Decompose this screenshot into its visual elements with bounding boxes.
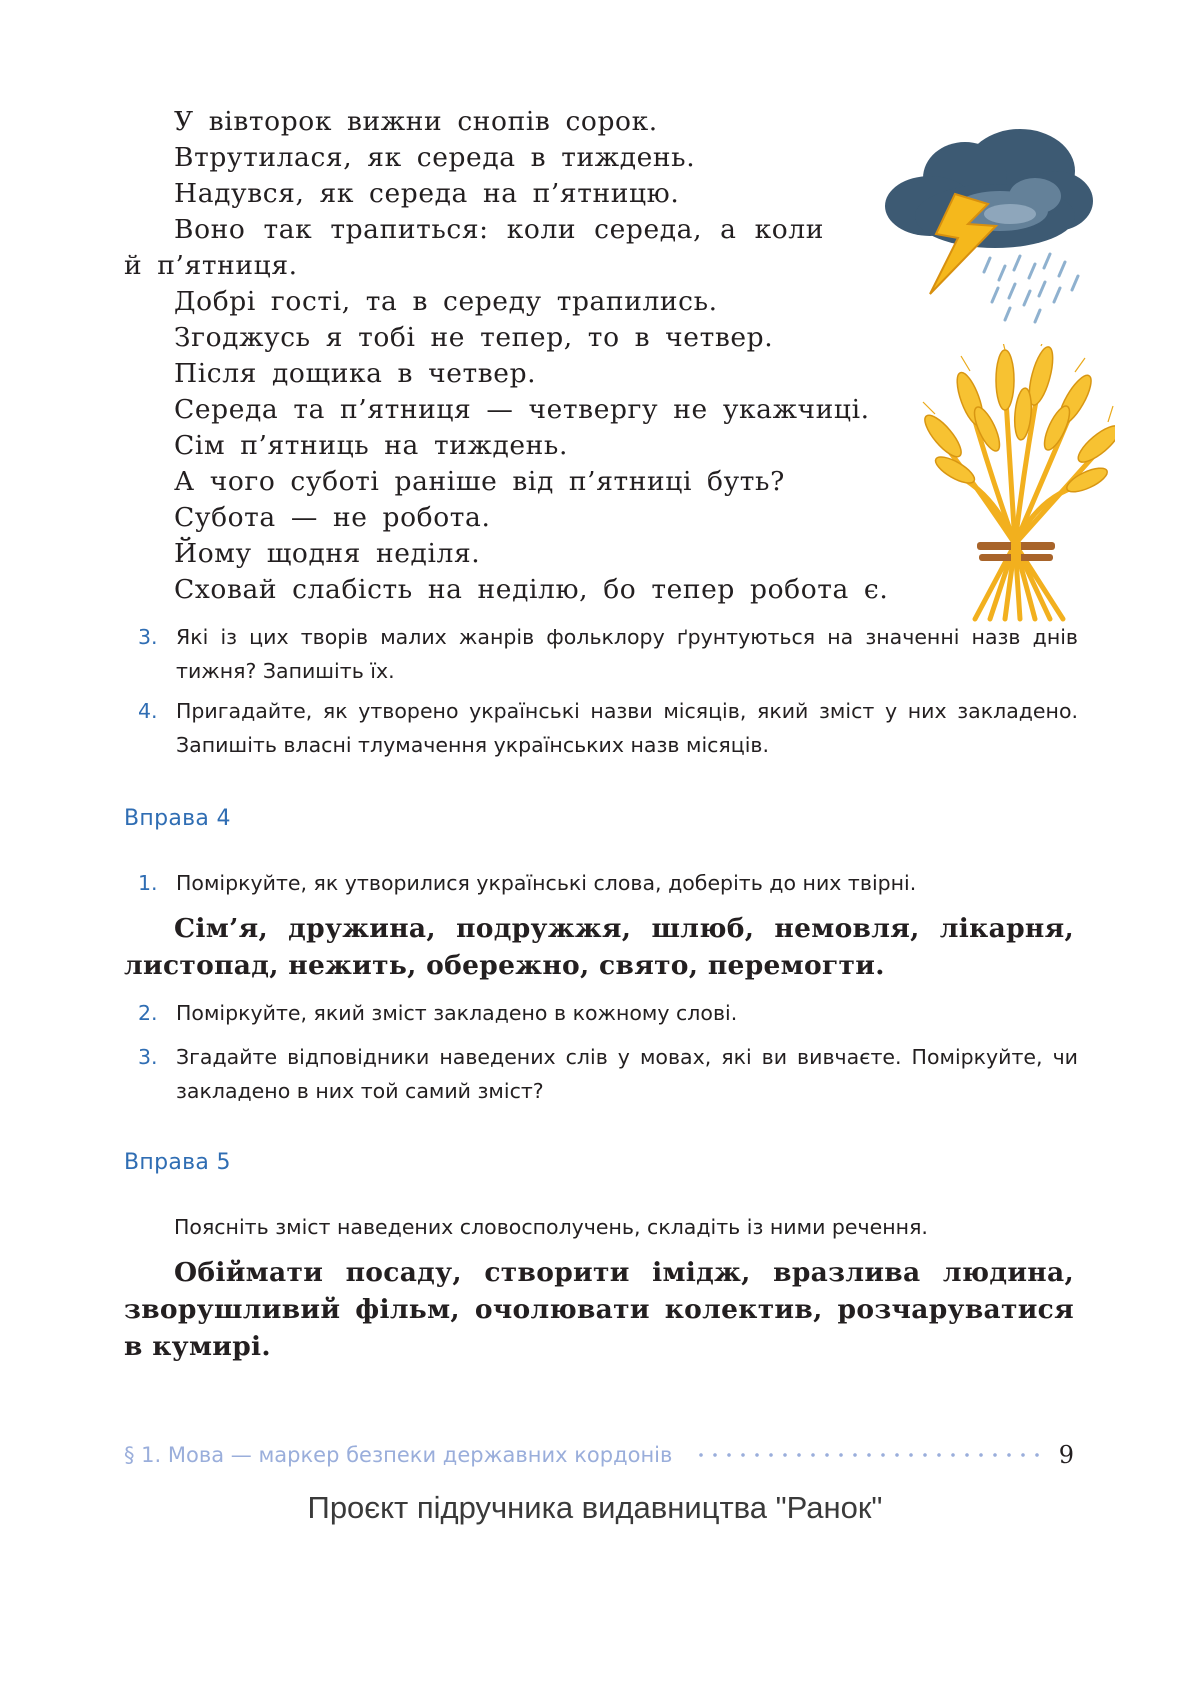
proverb: Субота — не робота. [174,502,491,533]
task-number: 1. [138,871,158,895]
task-text: Згадайте відповідники наведених слів у мовах, які ви вивчаєте. Поміркуйте, чи закладено в них той самий зміст? [176,1045,1078,1103]
proverb: Йому щодня неділя. [174,538,481,569]
page-number: 9 [1058,1441,1074,1469]
exercise-4-heading: Вправа 4 [124,806,231,831]
task-item [138,694,1078,762]
task-text: Пригадайте, як утворено українські назви місяців, який зміст у них закладено. Запишіть власні тлумачення українських назв місяців. [176,699,1078,757]
section-title: § 1. Мова — маркер безпеки державних кордонів [124,1443,673,1467]
task-item [138,866,1078,900]
proverb: Сховай слабість на неділю, бо тепер робота є. [174,574,889,605]
task-number: 2. [138,1001,158,1025]
task-number: 4. [138,699,158,723]
proverb: А чого суботі раніше від п’ятниці буть? [174,466,785,497]
exercise-5-instruction: Поясніть зміст наведених словосполучень, складіть із ними речення. [174,1215,928,1239]
proverb: Втрутилася, як середа в тиждень. [174,142,696,173]
task-text: Які із цих творів малих жанрів фольклору ґрунтуються на значенні назв днів тижня? Запишіть їх. [176,625,1078,683]
proverb: Сім п’ятниць на тиждень. [174,430,568,461]
proverb: Середа та п’ятниця — четвергу не укажчиці. [174,394,870,425]
proverb: Надувся, як середа на п’ятницю. [174,178,680,209]
dotted-leader [694,1452,1040,1458]
publisher-watermark: Проєкт підручника видавництва "Ранок" [307,1490,883,1525]
page-footer [124,1437,1074,1473]
proverb: Згоджусь я тобі не тепер, то в четвер. [174,322,774,353]
task-text: Поміркуйте, як утворилися українські слова, доберіть до них твірні. [176,871,917,895]
proverb: Після дощика в четвер. [174,358,537,389]
task-item [138,1040,1078,1108]
storm-cloud-illustration [870,116,1100,326]
task-text: Поміркуйте, який зміст закладено в кожному слові. [176,1001,738,1025]
task-number: 3. [138,1045,158,1069]
proverb: Добрі гості, та в середу трапились. [174,286,718,317]
wheat-sheaf-illustration [915,344,1115,624]
exercise-5-words: Обіймати посаду, створити імідж, вразлива людина, зворушливий фільм, очолювати колектив, розчаруватися в кумирі. [124,1257,1074,1362]
task-item [138,620,1078,688]
task-number: 3. [138,625,158,649]
exercise-5-heading: Вправа 5 [124,1150,231,1175]
proverb: У вівторок вижни снопів сорок. [174,106,658,137]
proverb: Воно так трапиться: коли середа, а коли й п’ятниця. [124,214,824,281]
exercise-4-words: Сім’я, дружина, подружжя, шлюб, немовля, лікарня, листопад, нежить, обережно, свято, перемогти. [124,913,1074,981]
proverbs-list [124,104,924,608]
task-item [138,996,1078,1030]
